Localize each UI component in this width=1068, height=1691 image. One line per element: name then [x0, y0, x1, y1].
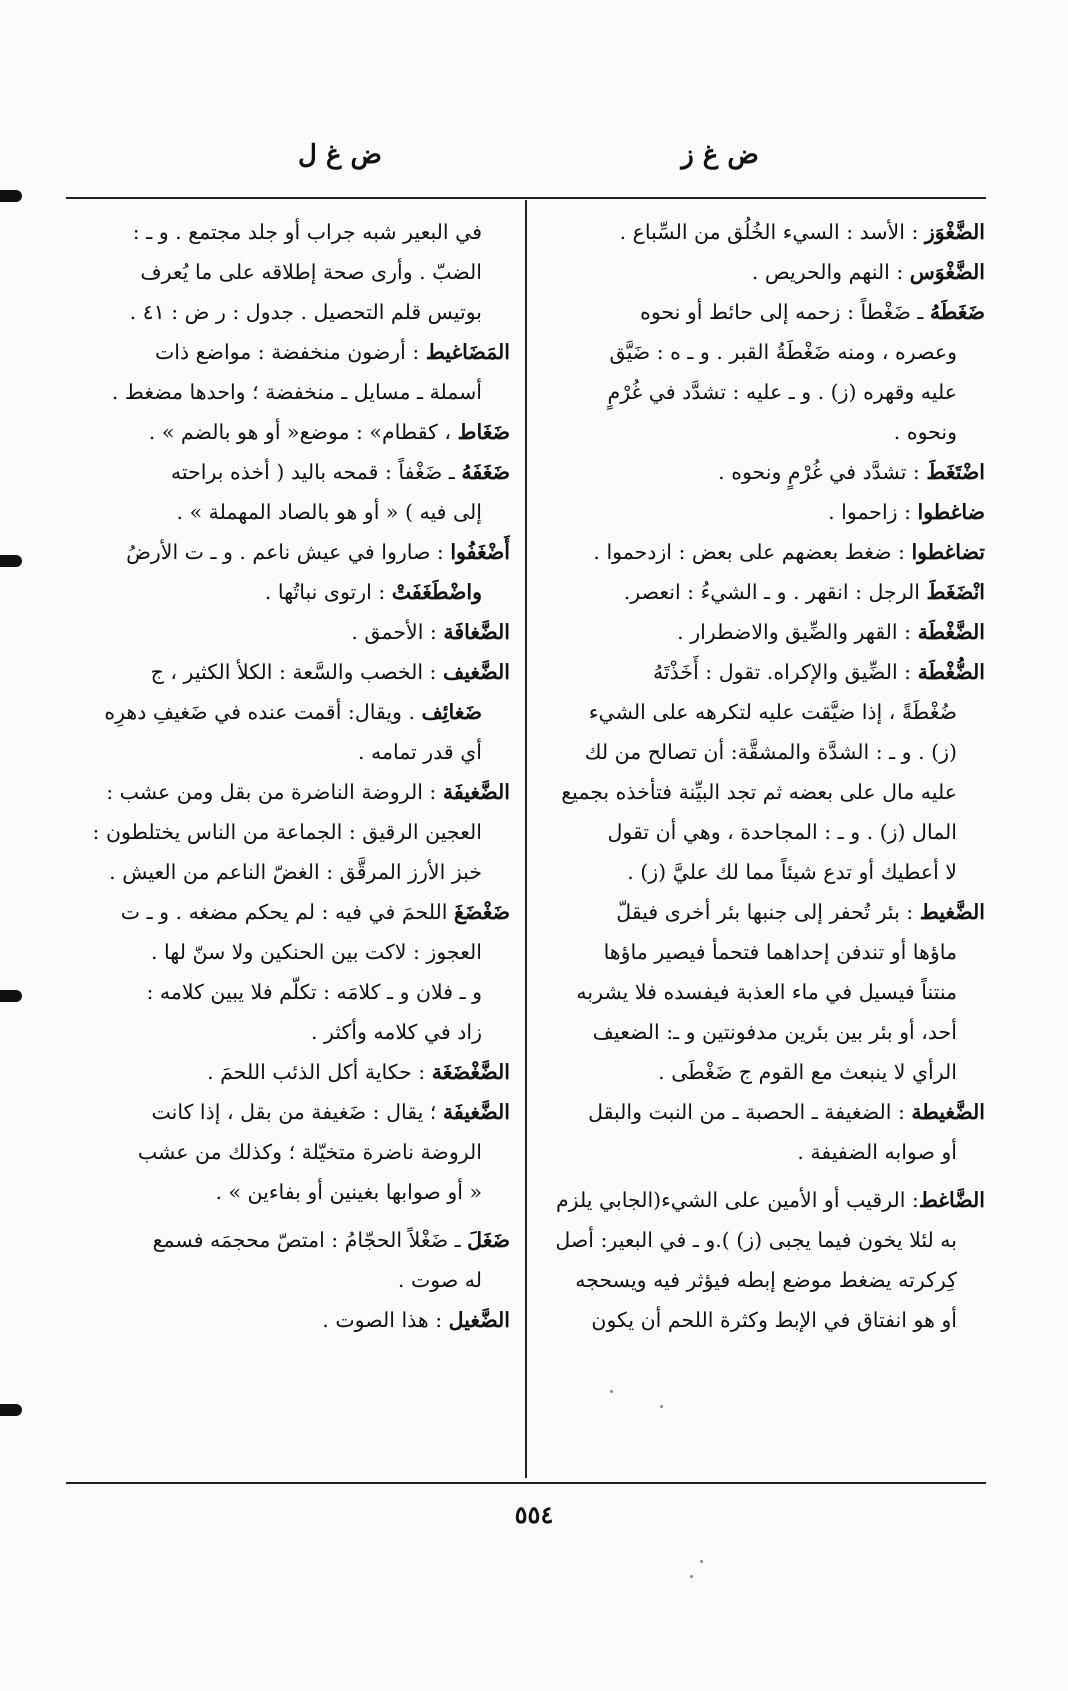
- definition-text: : الأحمق .: [351, 620, 444, 644]
- definition-text: بوتيس قلم التحصيل . جدول : ر ض : ٤١ .: [129, 300, 482, 324]
- header-left-root: ض غ ل: [298, 140, 382, 170]
- headword: الضَّغيطة: [911, 1100, 985, 1124]
- left-column: [80, 212, 510, 1340]
- entry-line: [80, 1012, 510, 1052]
- definition-text: الروضة ناضرة متخيّلة ؛ وكذلك من عشب: [137, 1140, 482, 1164]
- definition-text: زاد في كلامه وأكثر .: [310, 1020, 482, 1044]
- scan-speck: [660, 1405, 663, 1408]
- entry-line: [545, 852, 985, 892]
- definition-text: له صوت .: [397, 1268, 482, 1292]
- definition-text: : الضِّيق والإكراه. تقول : أَخَذْتَهُ: [652, 660, 918, 684]
- headword: اضْتَغَطَ: [926, 460, 985, 484]
- top-rule: [66, 197, 986, 199]
- entry-line: [80, 1220, 510, 1260]
- definition-text: ونحوه .: [893, 420, 957, 444]
- entry-line: [545, 372, 985, 412]
- definition-text: أو صوابه الضفيفة .: [797, 1140, 957, 1164]
- definition-text: الضبّ . وأرى صحة إطلاقه على ما يُعرف: [140, 260, 482, 284]
- definition-text: ـ ضَغْطاً : زحمه إلى حائط أو نحوه: [640, 300, 930, 324]
- entry-line: [545, 1052, 985, 1092]
- entry-line: [80, 212, 510, 252]
- entry-line: [545, 892, 985, 932]
- entry-line: [80, 1260, 510, 1300]
- headword: واضْطَغَفَتْ: [391, 580, 482, 604]
- entry-line: [545, 732, 985, 772]
- entry-line: [80, 692, 510, 732]
- scan-speck: [690, 1575, 693, 1578]
- definition-text: : هذا الصوت .: [322, 1308, 449, 1332]
- definition-text: : الروضة الناضرة من بقل ومن عشب :: [106, 780, 443, 804]
- entry-line: [80, 412, 510, 452]
- binding-mark: [0, 1404, 22, 1416]
- definition-text: : ارتوى نباتُها .: [264, 580, 392, 604]
- definition-text: : صاروا في عيش ناعم . و ـ ت الأرضُ: [126, 540, 451, 564]
- definition-text: إلى فيه ) « أو هو بالصاد المهملة » .: [176, 500, 482, 524]
- headword: ضَغْضَغَ: [454, 900, 510, 924]
- scan-speck: [610, 1390, 613, 1393]
- entry-line: [80, 1172, 510, 1212]
- entry-line: [545, 1180, 985, 1220]
- headword: الضَّغيف: [442, 660, 510, 684]
- definition-text: و ـ فلان و ـ كلامَه : تكلّم فلا يبين كلامه :: [146, 980, 482, 1004]
- definition-text: ، كقطام» : موضع« أو هو بالضم » .: [148, 420, 458, 444]
- headword: الضَّغيط: [919, 900, 985, 924]
- headword: ضَغَفَهُ: [461, 460, 510, 484]
- entry-line: [545, 692, 985, 732]
- headword: ضاغطوا: [917, 500, 985, 524]
- entry-line: [80, 852, 510, 892]
- entry-line: [80, 652, 510, 692]
- headword: تضاغطوا: [911, 540, 985, 564]
- page-number: ٥٥٤: [514, 1500, 554, 1529]
- definition-text: أي قدر تمامه .: [357, 740, 482, 764]
- entry-line: [545, 972, 985, 1012]
- binding-mark: [0, 555, 22, 567]
- definition-text: : النهم والحريص .: [751, 260, 910, 284]
- entry-line: [545, 772, 985, 812]
- entry-line: [80, 492, 510, 532]
- definition-text: في البعير شبه جراب أو جلد مجتمع . و ـ :: [132, 220, 482, 244]
- binding-mark: [0, 990, 22, 1002]
- entry-line: [80, 572, 510, 612]
- definition-text: عليه وقهره (ز) . و ـ عليه : تشدَّد في غُرْمٍ: [607, 380, 957, 404]
- definition-text: أو هو انفتاق في الإبط وكثرة اللحم أن يكون: [591, 1308, 957, 1332]
- entry-line: [80, 772, 510, 812]
- definition-text: : ضغط بعضهم على بعض : ازدحموا .: [593, 540, 912, 564]
- entry-line: [80, 532, 510, 572]
- entry-line: [80, 932, 510, 972]
- headword: المَضَاغيط: [425, 340, 510, 364]
- headword: انْضَغَطَ: [926, 580, 985, 604]
- entry-line: [80, 732, 510, 772]
- definition-text: أسملة ـ مسايل ـ منخفضة ؛ واحدها مضغط .: [111, 380, 482, 404]
- binding-mark: [0, 190, 22, 202]
- entry-line: [80, 252, 510, 292]
- entry-line: [80, 972, 510, 1012]
- headword: ضَغَلَ: [467, 1228, 510, 1252]
- headword: الضَّغْوَز: [924, 220, 985, 244]
- definition-text: العجوز : لاكت بين الحنكين ولا سنّ لها .: [151, 940, 482, 964]
- headword: الضَّغْطَة: [917, 620, 985, 644]
- headword: ضَغَطَهُ: [929, 300, 985, 324]
- definition-text: : الأسد : السيء الخُلُق من السِّباع .: [619, 220, 925, 244]
- definition-text: ؛ يقال : ضَغيفة من بقل ، إذا كانت: [151, 1100, 443, 1124]
- entry-line: [80, 332, 510, 372]
- entry-line: [80, 452, 510, 492]
- definition-text: ماؤها أو تندفن إحداهما فتحمأ فيصير ماؤها: [603, 940, 957, 964]
- entry-line: [545, 332, 985, 372]
- entry-line: [80, 892, 510, 932]
- entry-line: [545, 1300, 985, 1340]
- headword: الضَّغيفَة: [442, 780, 510, 804]
- headword: ضَغائِف: [421, 700, 482, 724]
- entry-line: [545, 1012, 985, 1052]
- definition-text: : الرقيب أو الأمين على الشيء(الجابي يلزم: [555, 1188, 919, 1212]
- definition-text: كِركرته يضغط موضع إبطه فيؤثر فيه ويسحجه: [575, 1268, 957, 1292]
- headword: أَضْغَفُوا: [450, 540, 510, 564]
- headword: الضَّغْضَغَة: [431, 1060, 510, 1084]
- entry-line: [545, 572, 985, 612]
- entry-line: [545, 612, 985, 652]
- definition-text: وعصره ، ومنه ضَغْطَةُ القبر . و ـ ه : ضَيَّق: [609, 340, 957, 364]
- definition-text: . ويقال: أقمت عنده في ضَغيفِ دهرِه: [104, 700, 422, 724]
- headword: الضُّغْطَة: [917, 660, 985, 684]
- headword: الضَّاغط: [918, 1188, 985, 1212]
- entry-line: [80, 292, 510, 332]
- headword: ضَغَاط: [457, 420, 510, 444]
- definition-text: خبز الأرز المرقَّق : الغضّ الناعم من العيش .: [109, 860, 482, 884]
- entry-line: [80, 1092, 510, 1132]
- headword: الضَّغيل: [448, 1308, 510, 1332]
- definition-text: : الضغيفة ـ الحصبة ـ من النبت والبقل: [588, 1100, 912, 1124]
- definition-text: : أرضون منخفضة : مواضع ذات: [155, 340, 426, 364]
- entry-line: [545, 1220, 985, 1260]
- entry-line: [545, 1132, 985, 1172]
- headword: الضَّغيفَة: [442, 1100, 510, 1124]
- entry-line: [80, 372, 510, 412]
- definition-text: اللحمَ في فيه : لم يحكم مضغه . و ـ ت: [120, 900, 454, 924]
- definition-text: ـ ضَغْلاً الحجّامُ : امتصّ محجمَه فسمع: [152, 1228, 468, 1252]
- entry-line: [545, 812, 985, 852]
- definition-text: : تشدَّد في غُرْمٍ ونحوه .: [718, 460, 927, 484]
- entry-line: [545, 1260, 985, 1300]
- entry-line: [545, 252, 985, 292]
- right-column: [545, 212, 985, 1340]
- entry-line: [80, 1052, 510, 1092]
- definition-text: المال (ز) . و ـ : المجاحدة ، وهي أن تقول: [607, 820, 957, 844]
- entry-line: [545, 212, 985, 252]
- definition-text: به لئلا يخون فيما يجبى (ز) ).و ـ في البعير: أصل: [555, 1228, 957, 1252]
- definition-text: لا أعطيك أو تدع شيئاً مما لك عليَّ (ز) .: [627, 860, 957, 884]
- entry-line: [545, 492, 985, 532]
- definition-text: الرأي لا ينبعث مع القوم ج ضَغْطَى .: [658, 1060, 957, 1084]
- definition-text: منتناً فيسيل في ماء العذبة فيفسده فلا يشربه: [576, 980, 957, 1004]
- entry-line: [80, 612, 510, 652]
- scan-speck: [700, 1560, 703, 1563]
- entry-line: [545, 652, 985, 692]
- definition-text: ـ ضَغْفاً : قمحه باليد ( أخذه براحته: [170, 460, 462, 484]
- entry-line: [80, 1300, 510, 1340]
- headword: الضَّغْوَس: [909, 260, 985, 284]
- definition-text: أحد، أو بئر بين بئرين مدفونتين و ـ: الضعيف: [592, 1020, 957, 1044]
- definition-text: « أو صوابها بغينين أو بفاءين » .: [215, 1180, 482, 1204]
- entry-line: [545, 532, 985, 572]
- entry-line: [545, 932, 985, 972]
- definition-text: : زاحموا .: [828, 500, 918, 524]
- entry-line: [545, 292, 985, 332]
- definition-text: الرجل : انقهر . و ـ الشيءُ : انعصر.: [623, 580, 927, 604]
- headword: الضَّغافَة: [443, 620, 510, 644]
- definition-text: : القهر والضِّيق والاضطرار .: [677, 620, 918, 644]
- entry-line: [80, 1132, 510, 1172]
- header-right-root: ض غ ز: [681, 140, 759, 170]
- definition-text: : حكاية أكل الذئب اللحمَ .: [207, 1060, 432, 1084]
- entry-line: [80, 812, 510, 852]
- column-divider: [525, 200, 527, 1478]
- definition-text: : بئر تُحفر إلى جنبها بئر أخرى فيقلّ: [616, 900, 920, 924]
- entry-line: [545, 1092, 985, 1132]
- entry-line: [545, 452, 985, 492]
- entry-line: [545, 412, 985, 452]
- definition-text: : الخصب والسَّعة : الكلأ الكثير ، ج: [150, 660, 443, 684]
- definition-text: (ز) . و ـ : الشدَّة والمشقَّة: أن تصالح من لك: [584, 740, 957, 764]
- bottom-rule: [66, 1482, 986, 1484]
- definition-text: ضُغْطَةً ، إذا ضيَّقت عليه لتكرهه على الشيء: [588, 700, 957, 724]
- definition-text: عليه مال على بعضه ثم تجد البيِّنة فتأخذه بجميع: [561, 780, 957, 804]
- definition-text: العجين الرقيق : الجماعة من الناس يختلطون :: [92, 820, 482, 844]
